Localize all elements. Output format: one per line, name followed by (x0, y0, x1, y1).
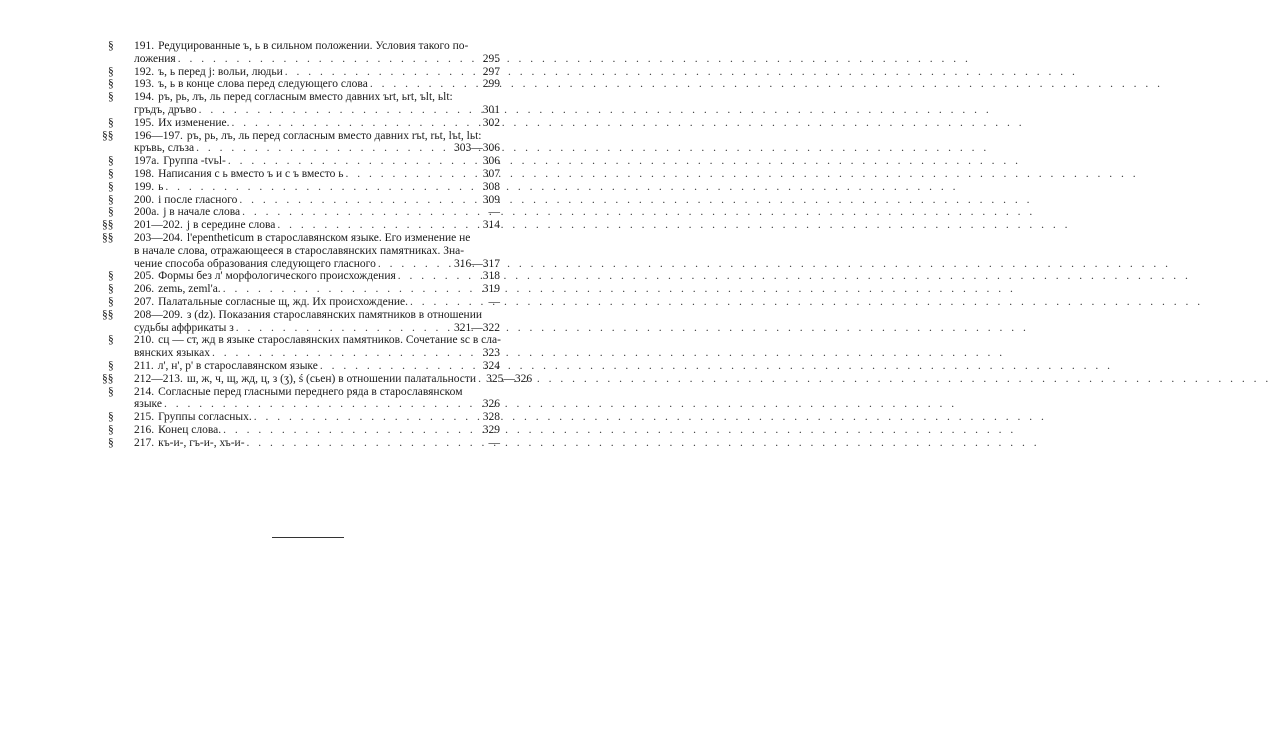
section-number: 195. (134, 116, 155, 129)
leader-dots (223, 424, 476, 437)
section-title: Палатальные согласные щ, жд. Их происхождение. (158, 295, 408, 308)
section-title: Редуцированные ъ, ь в сильном положении. Условия такого по- (158, 40, 469, 52)
section-number: 205. (134, 270, 155, 283)
toc-entry-line (102, 129, 500, 143)
section-title: Их изменение. (158, 116, 230, 129)
section-number: 201—202. (134, 219, 183, 232)
page-number: 325—326 (486, 372, 533, 385)
toc-entry (108, 437, 500, 450)
table-of-contents (102, 40, 533, 450)
page-number: 303—306 (454, 142, 500, 155)
section-symbol: § (108, 436, 114, 449)
leader-dots (346, 168, 476, 181)
toc-entry-line (108, 78, 500, 91)
toc-entry (108, 40, 500, 66)
section-title: Формы без л' морфологического происхождения (158, 270, 396, 283)
section-number: 197а. (134, 155, 160, 168)
leader-dots (196, 142, 452, 155)
toc-entry-line (108, 117, 500, 130)
toc-entry-line (108, 155, 500, 168)
section-title: l'epentheticum в старославянском языке. Его изменение не (186, 231, 471, 244)
page-number: 307 (482, 167, 500, 180)
page-number: — (488, 295, 500, 308)
toc-entry-line (108, 194, 500, 207)
page-number: — (488, 436, 500, 449)
toc-entry-line (108, 386, 500, 399)
leader-dots (236, 322, 452, 335)
leader-dots (478, 373, 484, 386)
section-title: Конец слова. (158, 423, 222, 436)
section-title: ъ, ь в конце слова перед следующего слова (158, 78, 368, 91)
section-title-continuation: вянских языках (134, 347, 211, 360)
section-number: 216. (134, 423, 155, 436)
toc-entry-line (102, 231, 500, 245)
section-title-continuation: ложения (134, 52, 176, 65)
section-title-continuation: судьбы аффрикаты з (134, 321, 234, 334)
section-number: 210. (134, 334, 155, 347)
toc-entry (108, 78, 500, 91)
section-symbol: § (108, 270, 114, 283)
section-number: 215. (134, 411, 155, 424)
toc-entry-line (108, 206, 500, 219)
leader-dots (247, 437, 476, 450)
page-number: — (488, 206, 500, 219)
section-number: 196—197. (134, 129, 183, 142)
section-number: 200а. (134, 206, 160, 219)
section-title: з (dz). Показания старославянских памятников в отношении (186, 308, 483, 321)
section-number: 193. (134, 78, 155, 91)
page-number: 319 (482, 283, 500, 296)
toc-entry (108, 168, 500, 181)
section-title-continuation: чение способа образования следующего гласного (134, 257, 376, 270)
page-number: 314 (482, 219, 500, 232)
toc-entry-line (108, 40, 500, 53)
section-symbol: §§ (102, 219, 114, 232)
section-symbol: § (108, 206, 114, 219)
section-title: ъ, ь перед j: вольи, людьи (158, 65, 283, 78)
toc-entry (102, 219, 500, 232)
toc-entry-line (108, 360, 500, 373)
section-title: j в начале слова (163, 206, 241, 219)
toc-entry-continuation (108, 347, 500, 360)
section-number: 207. (134, 295, 155, 308)
section-number: 217. (134, 436, 155, 449)
leader-dots (199, 104, 476, 117)
toc-entry-continuation (108, 322, 500, 335)
leader-dots (285, 66, 476, 79)
toc-entry (108, 91, 500, 117)
toc-entry-line (108, 270, 500, 283)
section-symbol: § (108, 359, 114, 372)
page-number: 302 (482, 116, 500, 129)
toc-entry (102, 231, 500, 270)
section-title: л', н', р' в старославянском языке (157, 359, 318, 372)
section-symbol: § (108, 65, 114, 78)
leader-dots (212, 347, 476, 360)
toc-entry-line (108, 411, 500, 424)
section-number: 199. (134, 180, 155, 193)
leader-dots (254, 411, 476, 424)
toc-entry (108, 386, 500, 412)
section-number: 200. (134, 193, 155, 206)
section-symbol: § (108, 78, 114, 91)
section-symbol: § (108, 334, 114, 347)
section-title-continuation: гръдъ, дръво (134, 103, 197, 116)
toc-entry-line (108, 168, 500, 181)
section-title: ръ, рь, лъ, ль перед согласным вместо давних ъrt, ьrt, ъlt, ьlt: (158, 91, 453, 104)
toc-entry (102, 129, 500, 156)
section-title: Группа -tvьl- (163, 155, 226, 168)
toc-entry (108, 270, 500, 283)
section-title: Написания с ь вместо ъ и с ъ вместо ь (158, 167, 344, 180)
section-symbol: § (108, 155, 114, 168)
page-number: 324 (482, 359, 500, 372)
toc-entry (108, 155, 500, 168)
page-number: 299 (482, 78, 500, 91)
section-title: Группы согласных. (158, 411, 252, 424)
section-number: 203—204. (134, 231, 183, 244)
section-title: i после гласного (158, 193, 238, 206)
section-symbol: § (108, 91, 114, 104)
toc-entry (102, 372, 533, 386)
toc-entry (108, 283, 500, 296)
leader-dots (232, 117, 476, 130)
leader-dots (378, 258, 452, 271)
toc-entry-continuation (108, 245, 500, 258)
leader-dots (410, 296, 476, 309)
leader-dots (239, 194, 476, 207)
page-number: 321—322 (454, 321, 500, 334)
section-symbol: § (108, 167, 114, 180)
toc-entry-continuation (108, 53, 500, 66)
leader-dots (320, 360, 476, 373)
page-number: 301 (482, 103, 500, 116)
section-title-continuation: в начале слова, отражающееся в старославянских памятниках. Зна- (134, 244, 465, 257)
toc-entry-continuation (108, 258, 500, 271)
page-number: 306 (482, 155, 500, 168)
toc-entry (108, 181, 500, 194)
section-number: 191. (134, 40, 155, 52)
toc-entry (108, 360, 500, 373)
toc-entry-line (102, 372, 533, 386)
leader-dots (164, 398, 476, 411)
section-title-continuation: языке (134, 398, 162, 411)
section-symbol: § (108, 411, 114, 424)
section-title: j в середине слова (186, 219, 276, 232)
page-number: 318 (482, 270, 500, 283)
toc-entry-line (102, 219, 500, 232)
section-divider (272, 537, 344, 538)
toc-entry (108, 66, 500, 79)
section-symbol: § (108, 193, 114, 206)
section-symbol: § (108, 385, 114, 398)
leader-dots (242, 206, 476, 219)
leader-dots (223, 283, 476, 296)
section-symbol: § (108, 116, 114, 129)
section-number: 206. (134, 283, 155, 296)
toc-entry-line (108, 181, 500, 194)
section-title: Согласные перед гласными переднего ряда в старославянском (158, 385, 463, 398)
page-number: 309 (482, 193, 500, 206)
toc-entry-line (102, 308, 500, 322)
section-symbol: § (108, 423, 114, 436)
toc-entry (108, 411, 500, 424)
toc-entry-line (108, 334, 500, 347)
section-title: zemь, zeml'a. (158, 283, 221, 296)
leader-dots (370, 78, 476, 91)
toc-entry-continuation (108, 398, 500, 411)
leader-dots (178, 53, 476, 66)
section-number: 212—213. (134, 372, 183, 385)
page-number: 328 (482, 411, 500, 424)
toc-entry-line (108, 296, 500, 309)
section-title: ь (158, 180, 164, 193)
toc-entry-line (108, 91, 500, 104)
page-number: 297 (482, 65, 500, 78)
toc-entry (108, 296, 500, 309)
toc-entry (102, 308, 500, 335)
leader-dots (277, 219, 476, 232)
page-number: 323 (482, 347, 500, 360)
toc-entry (108, 424, 500, 437)
toc-entry (108, 117, 500, 130)
toc-entry (108, 194, 500, 207)
section-number: 211. (134, 359, 154, 372)
section-number: 198. (134, 167, 155, 180)
page-number: 295 (482, 52, 500, 65)
section-symbol: § (108, 40, 114, 52)
section-symbol: §§ (102, 308, 114, 321)
section-number: 208—209. (134, 308, 183, 321)
toc-entry (108, 206, 500, 219)
section-title: ш, ж, ч, щ, жд, ц, з (ʒ), ś (сьен) в отношении палатальности (186, 372, 477, 385)
leader-dots (228, 155, 476, 168)
toc-entry (108, 334, 500, 360)
leader-dots (398, 270, 476, 283)
toc-entry-line (108, 424, 500, 437)
section-number: 192. (134, 65, 155, 78)
toc-entry-line (108, 437, 500, 450)
page-number: 316—317 (454, 257, 500, 270)
page-number: 326 (482, 398, 500, 411)
page-number: 329 (482, 423, 500, 436)
toc-entry-continuation (108, 142, 500, 155)
toc-entry-line (108, 283, 500, 296)
section-symbol: § (108, 283, 114, 296)
section-number: 194. (134, 91, 155, 104)
section-title-continuation: кръвь, слъза (134, 142, 195, 155)
page-number: 308 (482, 180, 500, 193)
section-number: 214. (134, 385, 155, 398)
section-symbol: § (108, 180, 114, 193)
section-title: сц — ст, жд в языке старославянских памятников. Сочетание sc в сла- (158, 334, 501, 347)
toc-entry-line (108, 66, 500, 79)
section-symbol: §§ (102, 129, 114, 142)
section-title: ръ, рь, лъ, ль перед согласным вместо давних rъt, rьt, lъt, lьt: (186, 129, 482, 142)
leader-dots (165, 181, 476, 194)
section-symbol: §§ (102, 372, 114, 385)
section-symbol: §§ (102, 231, 114, 244)
section-title: къ-и-, гъ-и-, хъ-и- (158, 436, 245, 449)
toc-entry-continuation (108, 104, 500, 117)
document-page (0, 0, 600, 750)
section-symbol: § (108, 295, 114, 308)
